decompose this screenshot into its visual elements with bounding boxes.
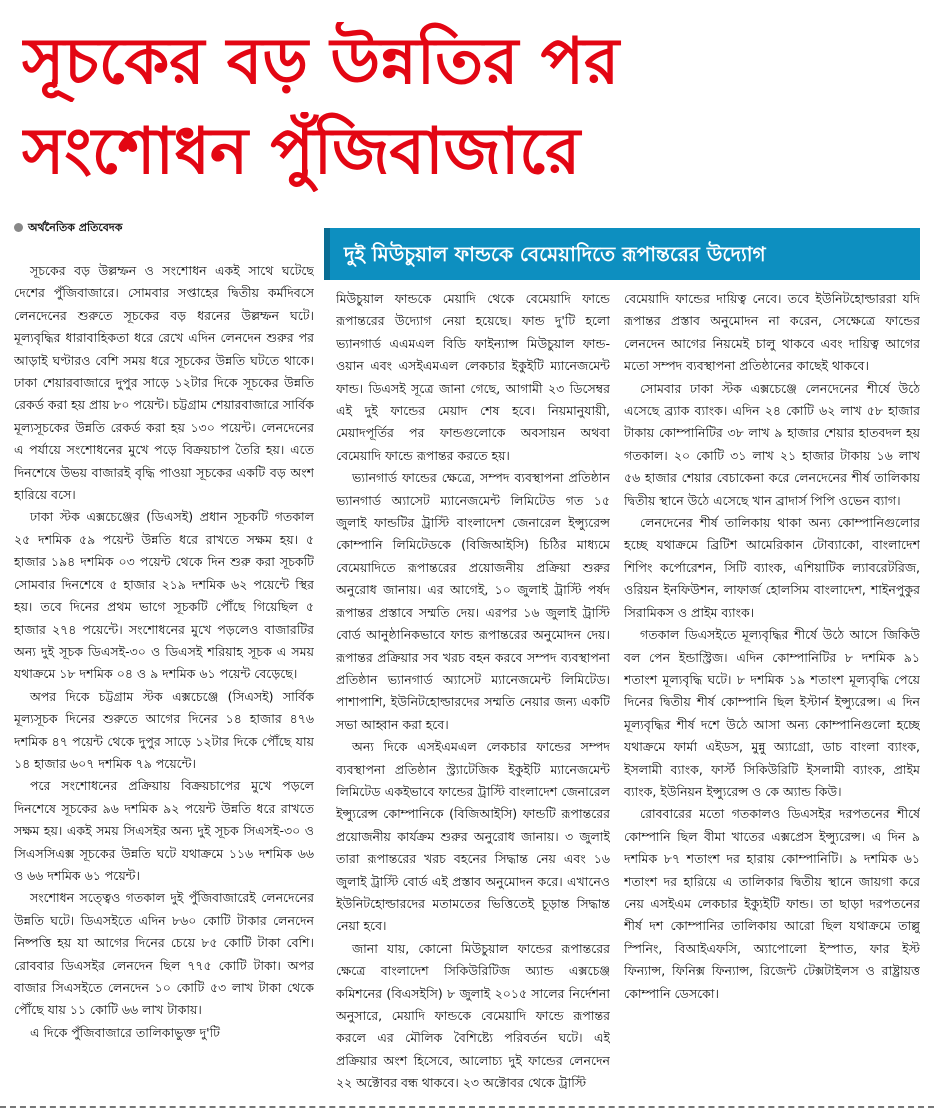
paragraph: জানা যায়, কোনো মিউচুয়াল ফান্ডের রূপান্তরের ক্ষেত্রে বাংলাদেশ সিকিউরিটিজ অ্যান্ড এক্সচেঞ্জ কমিশনের (বিএসইসি) ৮ জুলাই ২০১৫ সালের নির্দেশনা অনুসারে, মেয়াদি ফান্ডকে বেমেয়াদি ফান্ডে রূপান্তর করলে এর মৌলিক বৈশিষ্ট্যে পরিবর্তন ঘটে। এই প্রক্রিয়ার অংশ হিসেবে, আলোচ্য দুই ফান্ডের লেনদেন ২২ অক্টোবর বন্ধ থাকবে। ২৩ অক্টোবর থেকে ট্রাস্টি [336, 940, 610, 1091]
article-column-1 [14, 238, 314, 1098]
byline-text: অর্থনৈতিক প্রতিবেদক [28, 221, 123, 234]
paragraph: বেমেয়াদি ফান্ডের দায়িত্ব নেবে। তবে ইউনিটহোল্ডাররা যদি রূপান্তর প্রস্তাব অনুমোদন না করেন, সেক্ষেত্রে ফান্ডের লেনদেন আগের নিয়মেই চালু থাকবে এবং দায়িত্ব আগের মতো সম্পদ ব্যবস্থাপনা প্রতিষ্ঠানের কাছেই থাকবে। [624, 291, 920, 374]
paragraph: লেনদেনের শীর্ষ তালিকায় থাকা অন্য কোম্পানিগুলোর হচ্ছে যথাক্রমে ব্রিটিশ আমেরিকান টোব্যাকো, বাংলাদেশ শিপিং কর্পোরেশন, সিটি ব্যাংক, এশিয়াটিক ল্যাবরেটরিজ, ওরিয়ন ইনফিউশন, লাফার্জ হোলসিম বাংলাদেশ, শাইনপুকুর সিরামিকস ও প্রাইম ব্যাংক। [624, 515, 920, 620]
article-column-2 [336, 288, 610, 1098]
headline-line-2: সংশোধন পুঁজিবাজারে [22, 115, 581, 189]
paragraph: ঢাকা স্টক এক্সচেঞ্জের (ডিএসই) প্রধান সূচকটি গতকাল ২৫ দশমিক ৫৯ পয়েন্ট উন্নতি ধরে রাখতে সক্ষম হয়। ৫ হাজার ১৯৪ দশমিক ০৩ পয়েন্ট থেকে দিন শুরু করা সূচকটি সোমবার দিনশেষে ৫ হাজার ২১৯ দশমিক ৬২ পয়েন্টে স্থির হয়। তবে দিনের প্রথম ভাগে সূচকটি পৌঁছে গিয়েছিল ৫ হাজার ২৭৪ পয়েন্টে। সংশোধনের মুখে পড়লেও বাজারটির অন্য দুই সূচক ডিএসই-৩০ ও ডিএসই শরিয়াহ সূচক এ সময় যথাক্রমে ১৮ দশমিক ০৪ ও ৯ দশমিক ৬১ পয়েন্ট বেড়েছে। [14, 509, 314, 682]
headline-line-1: সূচকের বড় উন্নতির পর [22, 25, 620, 99]
byline [14, 219, 314, 237]
paragraph: অন্য দিকে এসইএমএল লেকচার ফান্ডের সম্পদ ব্যবস্থাপনা প্রতিষ্ঠান স্ট্র্যাটেজিক ইকুইটি ম্যানেজমেন্ট লিমিটেড একইভাবে ফান্ডের ট্রাস্টি বাংলাদেশ জেনারেল ইন্স্যুরেন্স কোম্পানিকে (বিজিআইসি) ফান্ডটি রূপান্তরের প্রয়োজনীয় কার্যক্রম শুরুর অনুরোধ জানায়। ৩ জুলাই তারা রূপান্তরের খরচ বহনের সিদ্ধান্ত নেয় এবং ১৬ জুলাই ট্রাস্টি বোর্ড এই প্রস্তাব অনুমোদন করে। এখানেও ইউনিটহোল্ডারদের মতামতের ভিত্তিতেই চূড়ান্ত সিদ্ধান্ত নেয়া হবে। [336, 739, 610, 934]
paragraph: অপর দিকে চট্টগ্রাম স্টক এক্সচেঞ্জে (সিএসই) সার্বিক মূল্যসূচক দিনের শুরুতে আগের দিনের ১৪ হাজার ৪৭৬ দশমিক ৪৭ পয়েন্ট থেকে দুপুর সাড়ে ১২টার দিকে পৌঁছে যায় ১৪ হাজার ৬০৭ দশমিক ৭৯ পয়েন্টে। [14, 688, 314, 771]
paragraph: পরে সংশোধনের প্রক্রিয়ায় বিক্রয়চাপের মুখে পড়লে দিনশেষে সূচকের ৯৬ দশমিক ৯২ পয়েন্ট উন্নতি ধরে রাখতে সক্ষম হয়। একই সময় সিএসইর অন্য দুই সূচক সিএসই-৩০ ও সিএসসিএক্স সূচকের উন্নতি ঘটে যথাক্রমে ১১৬ দশমিক ৬৬ ও ৬৬ দশমিক ৬১ পয়েন্ট। [14, 778, 314, 883]
paragraph: সংশোধন সত্ত্বেও গতকাল দুই পুঁজিবাজারেই লেনদেনের উন্নতি ঘটে। ডিএসইতে এদিন ৮৬০ কোটি টাকার লেনদেন নিষ্পত্তি হয় যা আগের দিনের চেয়ে ৮৫ কোটি টাকা বেশি। রোববার ডিএসইর লেনদেন ছিল ৭৭৫ কোটি টাকা। অপর বাজার সিএসইতে লেনদেন ১০ কোটি ৫৩ লাখ টাকা থেকে পৌঁছে যায় ১১ কোটি ৬৬ লাখ টাকায়। [14, 890, 314, 1018]
bullet-icon [14, 223, 23, 232]
paragraph: সূচকের বড় উল্লম্ফন ও সংশোধন একই সাথে ঘটেছে দেশের পুঁজিবাজারে। সোমবার সপ্তাহের দ্বিতীয় কর্মদিবসে লেনদেনের শুরুতে সূচকের বড় ধরনের উল্লম্ফন ঘটে। মূল্যবৃদ্ধির ধারাবাহিকতা ধরে রেখে এদিন লেনদেন শুরুর পর আড়াই ঘণ্টারও বেশি সময় ধরে সূচকের উন্নতি ঘটতে থাকে। ঢাকা শেয়ারবাজারে দুপুর সাড়ে ১২টার দিকে সূচকের উন্নতি রেকর্ড করা হয় প্রায় ৮০ পয়েন্ট। চট্টগ্রাম শেয়ারবাজারে সার্বিক মূল্যসূচকের উন্নতি রেকর্ড করা হয় ১৩০ পয়েন্ট। লেনদেনের এ পর্যায়ে সংশোধনের মুখে পড়ে বিক্রয়চাপ তৈরি হয়। এতে দিনশেষে উভয় বাজারই বৃদ্ধি পাওয়া সূচকের একটি বড় অংশ হারিয়ে বসে। [14, 263, 314, 503]
paragraph: রোববারের মতো গতকালও ডিএসইর দরপতনের শীর্ষে কোম্পানি ছিল বীমা খাতের এক্সপ্রেস ইন্স্যুরেন্স। এ দিন ৯ দশমিক ৮৭ শতাংশ দর হারায় কোম্পানিটি। ৯ দশমিক ৬১ শতাংশ দর হারিয়ে এ তালিকার দ্বিতীয় স্থানে জায়গা করে নেয় এসইএম লেকচার ইক্যুইটি ফান্ড। তা ছাড়া দরপতনের শীর্ষ দশ কোম্পানির তালিকায় আরো ছিল যথাক্রমে তাল্লু স্পিনিং, বিআইএফসি, অ্যাপোলো ইস্পাত, ফার ইস্ট ফিন্যান্স, ফিনিক্স ফিন্যান্স, রিজেন্ট টেক্সটাইলস ও রাষ্ট্রায়ত্ত কোম্পানি ডেসকো। [624, 806, 920, 1001]
paragraph: এ দিকে পুঁজিবাজারে তালিকাভুক্ত দু'টি [30, 1024, 220, 1040]
headline [0, 0, 934, 200]
paragraph: মিউচুয়াল ফান্ডকে মেয়াদি থেকে বেমেয়াদি ফান্ডে রূপান্তরের উদ্যোগ নেয়া হয়েছে। ফান্ড দু'টি হলো ভ্যানগার্ড এএমএল বিডি ফাইন্যান্স মিউচুয়াল ফান্ড-ওয়ান এবং এসইএমএল লেকচার ইকুইটি ম্যানেজমেন্ট ফান্ড। ডিএসই সূত্রে জানা গেছে, আগামী ২৩ ডিসেম্বর এই দুই ফান্ডের মেয়াদ শেষ হবে। নিয়মানুযায়ী, মেয়াদপূর্তির পর ফান্ডগুলোকে অবসায়ন অথবা বেমেয়াদি ফান্ডে রূপান্তর করতে হয়। [336, 291, 610, 463]
article-column-3 [624, 288, 920, 1098]
paragraph: ভ্যানগার্ড ফান্ডের ক্ষেত্রে, সম্পদ ব্যবস্থাপনা প্রতিষ্ঠান ভ্যানগার্ড অ্যাসেট ম্যানেজমেন্ট লিমিটেড গত ১৫ জুলাই ফান্ডটির ট্রাস্টি বাংলাদেশ জেনারেল ইন্স্যুরেন্স কোম্পানি লিমিটেডকে (বিজিআইসি) চিঠির মাধ্যমে বেমেয়াদিতে রূপান্তরের প্রয়োজনীয় প্রক্রিয়া শুরুর অনুরোধ জানায়। এর আগেই, ১০ জুলাই ট্রাস্টি পর্ষদ রূপান্তর প্রস্তাবে সম্মতি দেয়। এরপর ১৬ জুলাই ট্রাস্টি বোর্ড আনুষ্ঠানিকভাবে ফান্ড রূপান্তরের অনুমোদন দেয়। রূপান্তর প্রক্রিয়ার সব খরচ বহন করবে সম্পদ ব্যবস্থাপনা প্রতিষ্ঠান ভ্যানগার্ড অ্যাসেট ম্যানেজমেন্ট লিমিটেড। পাশাপাশি, ইউনিটহোল্ডারদের সম্মতি নেয়ার জন্য একটি সভা আহ্বান করা হবে। [336, 470, 610, 732]
bottom-divider [0, 1106, 934, 1108]
paragraph: সোমবার ঢাকা স্টক এক্সচেঞ্জে লেনদেনের শীর্ষে উঠে এসেছে ব্র্যাক ব্যাংক। এদিন ২৪ কোটি ৬২ লাখ ৫৮ হাজার টাকায় কোম্পানিটির ৩৮ লাখ ৯ হাজার শেয়ার হাতবদল হয় গতকাল। ২০ কোটি ৩১ লাখ ২১ হাজার টাকায় ১৬ লাখ ৫৬ হাজার শেয়ার বেচাকেনা করে লেনদেনের শীর্ষ তালিকায় দ্বিতীয় স্থানে উঠে এসেছে খান ব্রাদার্স পিপি ওভেন ব্যাগ। [624, 380, 920, 508]
subheadline: দুই মিউচুয়াল ফান্ডকে বেমেয়াদিতে রূপান্তরের উদ্যোগ [324, 228, 920, 280]
paragraph: গতকাল ডিএসইতে মূল্যবৃদ্ধির শীর্ষে উঠে আসে জিকিউ বল পেন ইন্ডাস্ট্রিজ। এদিন কোম্পানিটির ৮ দশমিক ৯১ শতাংশ মূল্যবৃদ্ধি ঘটে। ৮ দশমিক ১৯ শতাংশ মূল্যবৃদ্ধি পেয়ে দিনের দ্বিতীয় শীর্ষ কোম্পানি ছিল ইস্টার্ন ইন্স্যুরেন্স। এ দিন মূল্যবৃদ্ধির শীর্ষ দশে উঠে আসা অন্য কোম্পানিগুলো হচ্ছে যথাক্রমে ফার্মা এইডস, মুন্নু অ্যাগ্রো, ডাচ বাংলা ব্যাংক, ইসলামী ব্যাংক, ফার্স্ট সিকিউরিটি ইসলামী ব্যাংক, প্রাইম ব্যাংক, ইউনিয়ন ইন্স্যুরেন্স ও কে অ্যান্ড কিউ। [624, 627, 920, 799]
